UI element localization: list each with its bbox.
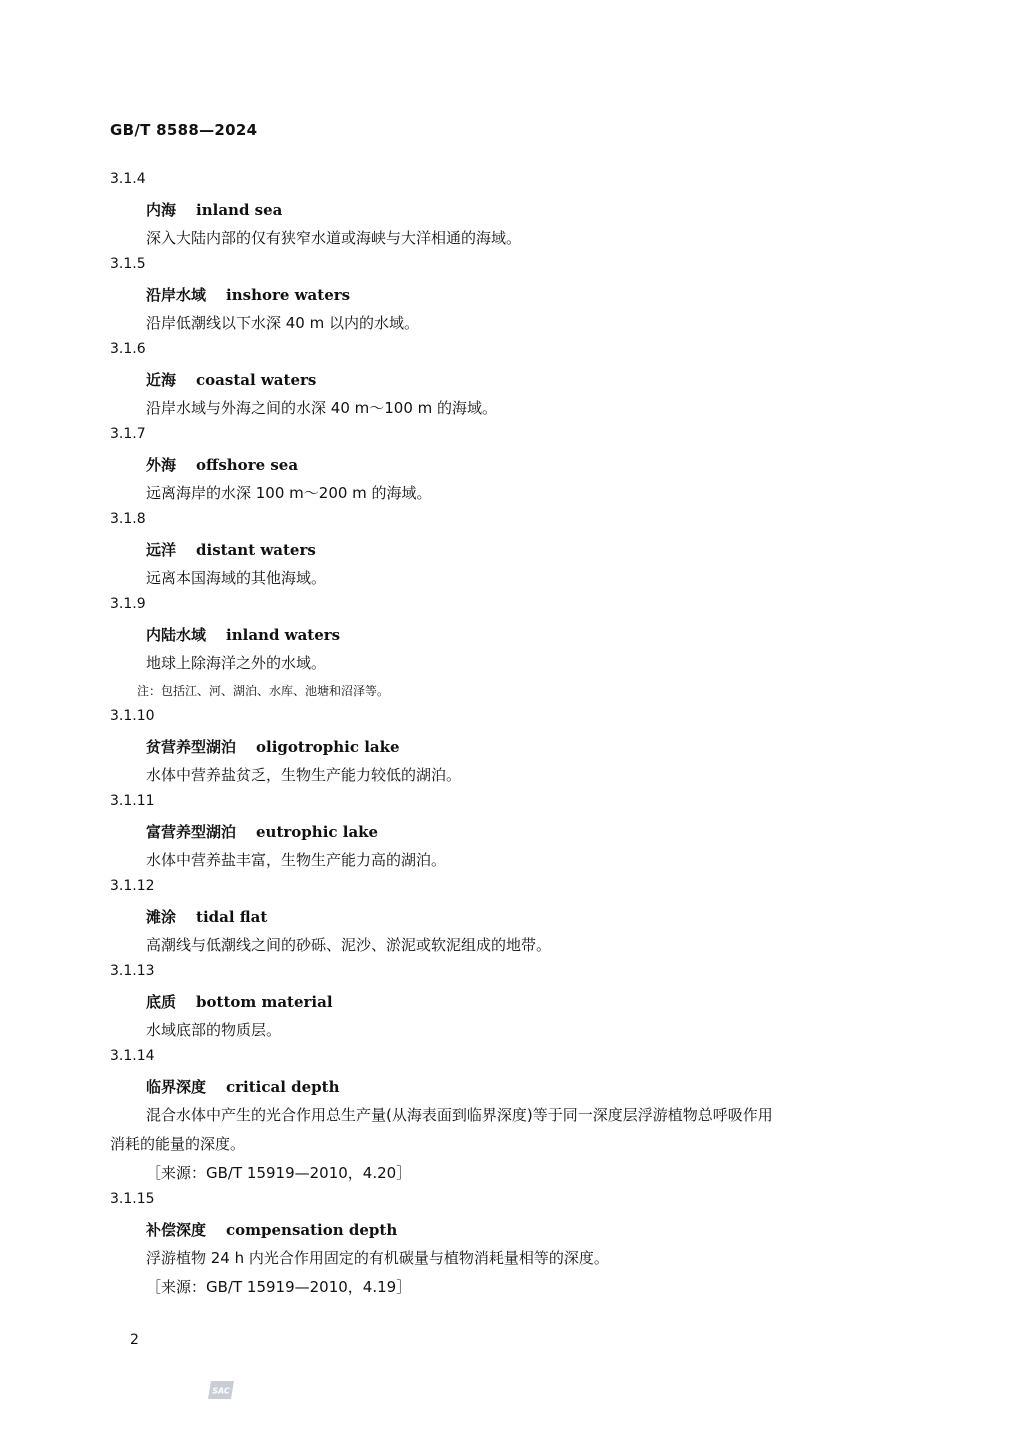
term-number: 3.1.13: [110, 963, 155, 979]
sac-logo-icon: [207, 1379, 235, 1401]
term-number: 3.1.8: [110, 511, 146, 527]
term-title: [146, 199, 282, 220]
page-number: 2: [130, 1332, 139, 1348]
standard-number-header: GB/T 8588—2024: [110, 121, 258, 139]
term-title: [146, 821, 378, 842]
term-chinese: 滩涂: [146, 908, 177, 926]
term-english: inland waters: [226, 626, 341, 644]
term-title: [146, 369, 316, 390]
term-chinese: 富营养型湖泊: [146, 823, 237, 841]
term-definition: 水体中营养盐贫乏，生物生产能力较低的湖泊。: [146, 766, 462, 784]
term-number: 3.1.14: [110, 1048, 155, 1064]
term-chinese: 底质: [146, 993, 177, 1011]
term-definition-continued: 消耗的能量的深度。: [110, 1135, 246, 1153]
term-chinese: 外海: [146, 456, 177, 474]
term-english: inshore waters: [226, 286, 351, 304]
term-source: ［来源：GB/T 15919—2010，4.20］: [146, 1164, 412, 1182]
term-title: [146, 991, 333, 1012]
term-definition: 水体中营养盐丰富，生物生产能力高的湖泊。: [146, 851, 447, 869]
term-title: [146, 906, 267, 927]
term-title: [146, 624, 340, 645]
term-note: 注：包括江、河、湖泊、水库、池塘和沼泽等。: [137, 684, 390, 698]
term-definition: 混合水体中产生的光合作用总生产量(从海表面到临界深度)等于同一深度层浮游植物总呼吸作用: [146, 1106, 773, 1124]
term-title: [146, 454, 298, 475]
term-number: 3.1.6: [110, 341, 146, 357]
term-number: 3.1.9: [110, 596, 146, 612]
term-english: inland sea: [196, 201, 283, 219]
term-number: 3.1.7: [110, 426, 146, 442]
term-english: compensation depth: [226, 1221, 398, 1239]
term-title: [146, 284, 350, 305]
term-chinese: 贫营养型湖泊: [146, 738, 237, 756]
term-chinese: 远洋: [146, 541, 177, 559]
term-english: tidal flat: [196, 908, 268, 926]
term-definition: 高潮线与低潮线之间的砂砾、泥沙、淤泥或软泥组成的地带。: [146, 936, 552, 954]
term-chinese: 近海: [146, 371, 177, 389]
term-number: 3.1.12: [110, 878, 155, 894]
term-english: critical depth: [226, 1078, 340, 1096]
term-english: distant waters: [196, 541, 316, 559]
term-definition: 沿岸低潮线以下水深 40 m 以内的水域。: [146, 314, 420, 332]
term-chinese: 沿岸水域: [146, 286, 207, 304]
term-source: ［来源：GB/T 15919—2010，4.19］: [146, 1278, 412, 1296]
term-number: 3.1.11: [110, 793, 155, 809]
term-title: [146, 1219, 397, 1240]
term-english: eutrophic lake: [256, 823, 379, 841]
svg-text:SAC: SAC: [212, 1386, 230, 1396]
term-chinese: 临界深度: [146, 1078, 207, 1096]
term-definition: 浮游植物 24 h 内光合作用固定的有机碳量与植物消耗量相等的深度。: [146, 1249, 609, 1267]
term-definition: 地球上除海洋之外的水域。: [146, 654, 327, 672]
term-number: 3.1.10: [110, 708, 155, 724]
term-definition: 沿岸水域与外海之间的水深 40 m～100 m 的海域。: [146, 399, 498, 417]
term-number: 3.1.15: [110, 1191, 155, 1207]
term-number: 3.1.5: [110, 256, 146, 272]
term-english: offshore sea: [196, 456, 299, 474]
term-chinese: 内陆水域: [146, 626, 207, 644]
term-number: 3.1.4: [110, 171, 146, 187]
term-english: oligotrophic lake: [256, 738, 400, 756]
term-definition: 深入大陆内部的仅有狭窄水道或海峡与大洋相通的海域。: [146, 229, 522, 247]
term-title: [146, 539, 316, 560]
term-definition: 远离本国海域的其他海域。: [146, 569, 327, 587]
term-chinese: 内海: [146, 201, 177, 219]
term-definition: 水域底部的物质层。: [146, 1021, 282, 1039]
term-english: coastal waters: [196, 371, 317, 389]
term-chinese: 补偿深度: [146, 1221, 207, 1239]
term-title: [146, 736, 400, 757]
term-title: [146, 1076, 340, 1097]
term-definition: 远离海岸的水深 100 m～200 m 的海域。: [146, 484, 432, 502]
term-english: bottom material: [196, 993, 333, 1011]
